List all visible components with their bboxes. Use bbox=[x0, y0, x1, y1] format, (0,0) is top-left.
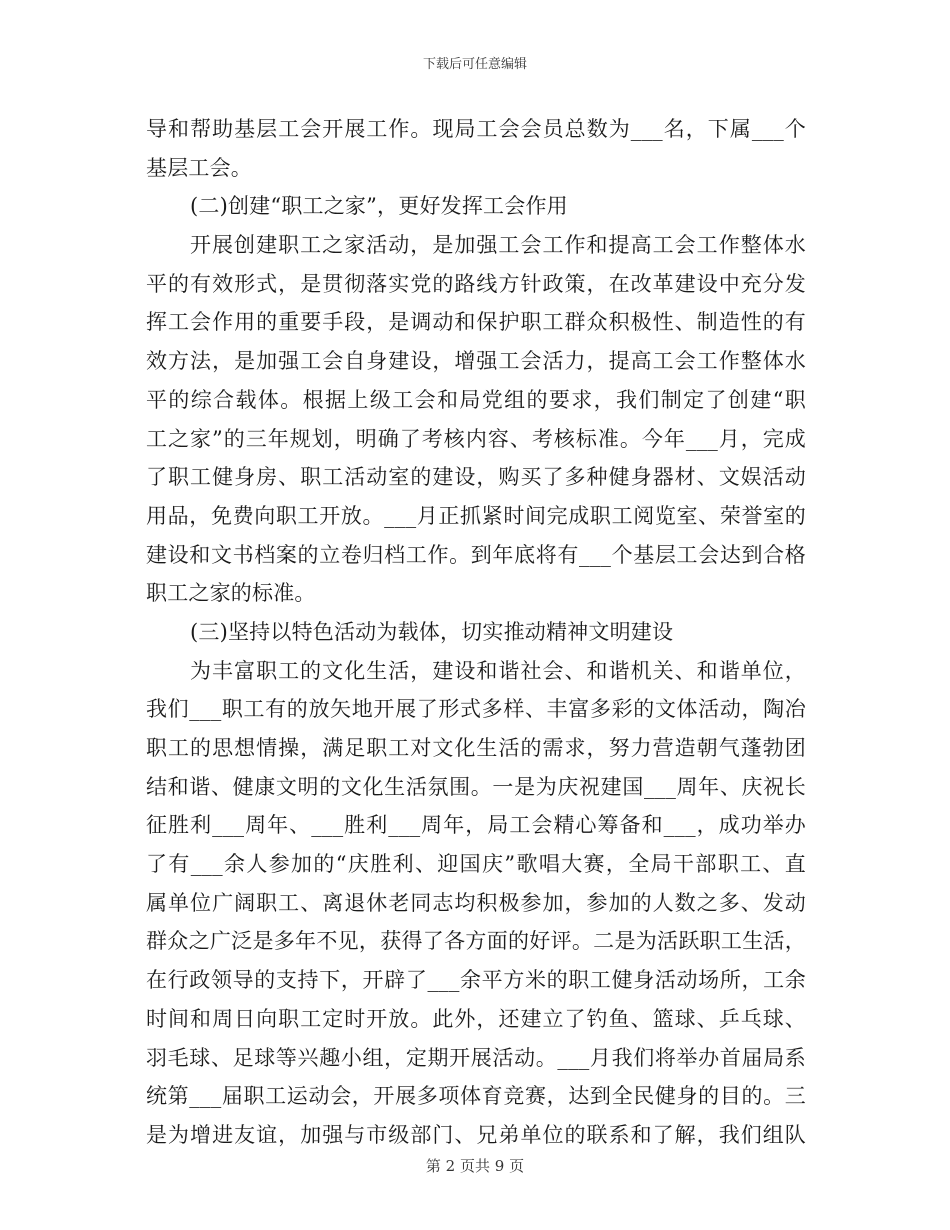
text-line: 属单位广阔职工、离退休老同志均积极参加，参加的人数之多、发动 bbox=[146, 890, 806, 915]
text-line: 是为增进友谊，加强与市级部门、兄弟单位的联系和了解，我们组队 bbox=[146, 1122, 806, 1147]
text-line: 建设和文书档案的立卷归档工作。到年底将有___个基层工会达到合格 bbox=[146, 542, 806, 567]
text-line: 用品，免费向职工开放。___月正抓紧时间完成职工阅览室、荣誉室的 bbox=[146, 503, 806, 528]
text-line: 职工的思想情操，满足职工对文化生活的需求，努力营造朝气蓬勃团 bbox=[146, 736, 806, 760]
text-line: 我们___职工有的放矢地开展了形式多样、丰富多彩的文体活动，陶冶 bbox=[146, 697, 806, 722]
text-line: 职工之家的标准。 bbox=[146, 581, 316, 606]
text-line: 挥工会作用的重要手段，是调动和保护职工群众积极性、制造性的有 bbox=[146, 310, 806, 335]
text-line: 羽毛球、足球等兴趣小组，定期开展活动。___月我们将举办首届局系 bbox=[146, 1045, 806, 1070]
text-line: 开展创建职工之家活动，是加强工会工作和提高工会工作整体水 bbox=[190, 233, 806, 258]
text-line: 统第___届职工运动会，开展多项体育竞赛，达到全民健身的目的。三 bbox=[146, 1084, 806, 1109]
text-line: 征胜利___周年、___胜利___周年，局工会精心筹备和___，成功举办 bbox=[146, 813, 806, 838]
text-line: 效方法，是加强工会自身建设，增强工会活力，提高工会工作整体水 bbox=[146, 349, 806, 374]
text-line: 基层工会。 bbox=[146, 155, 252, 180]
text-line: 为丰富职工的文化生活，建设和谐社会、和谐机关、和谐单位， bbox=[190, 658, 806, 683]
text-line: 工之家”的三年规划，明确了考核内容、考核标准。今年___月，完成 bbox=[146, 426, 806, 451]
text-line: 了职工健身房、职工活动室的建设，购买了多种健身器材、文娱活动 bbox=[146, 465, 806, 490]
text-line: 导和帮助基层工会开展工作。现局工会会员总数为___名，下属___个 bbox=[146, 117, 806, 141]
text-line: 结和谐、健康文明的文化生活氛围。一是为庆祝建国___周年、庆祝长 bbox=[146, 774, 806, 799]
text-line: 时间和周日向职工定时开放。此外，还建立了钓鱼、篮球、乒乓球、 bbox=[146, 1006, 806, 1031]
page-header: 下载后可任意编辑 bbox=[422, 57, 527, 72]
page-number-footer: 第 2 页共 9 页 bbox=[425, 1157, 525, 1175]
text-line: 群众之广泛是多年不见，获得了各方面的好评。二是为活跃职工生活， bbox=[146, 929, 806, 954]
document-body bbox=[146, 110, 806, 1155]
text-line: 平的综合载体。根据上级工会和局党组的要求，我们制定了创建“职 bbox=[146, 387, 806, 412]
section-heading: (二)创建“职工之家”，更好发挥工会作用 bbox=[190, 194, 568, 219]
text-line: 平的有效形式，是贯彻落实党的路线方针政策，在改革建设中充分发 bbox=[146, 271, 806, 296]
text-line: 了有___余人参加的“庆胜利、迎国庆”歌唱大赛，全局干部职工、直 bbox=[146, 852, 806, 877]
section-heading: (三)坚持以特色活动为载体，切实推动精神文明建设 bbox=[190, 619, 674, 644]
text-line: 在行政领导的支持下，开辟了___余平方米的职工健身活动场所，工余 bbox=[146, 968, 806, 993]
